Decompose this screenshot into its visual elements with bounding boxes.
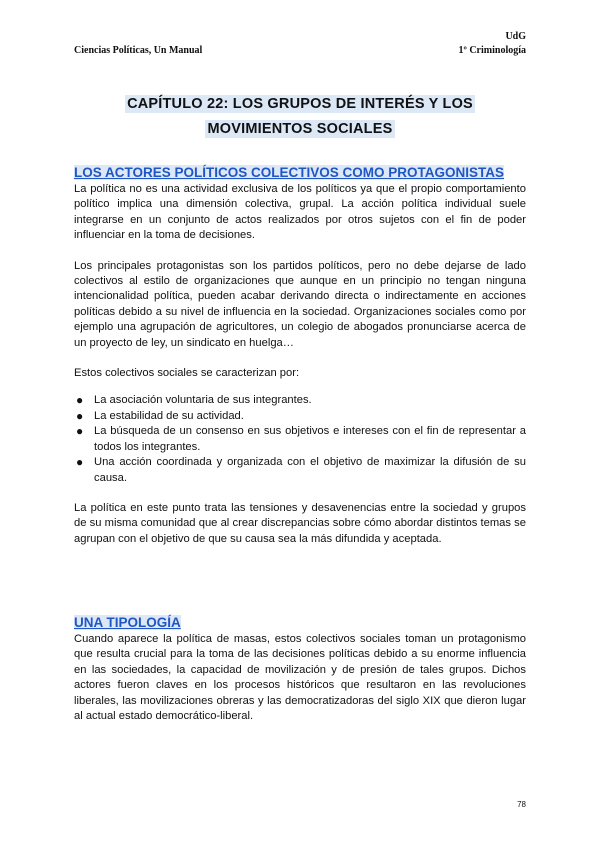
bullet-icon: ●	[76, 424, 84, 439]
section2-heading: UNA TIPOLOGÍA	[74, 615, 181, 630]
list-item: ● Una acción coordinada y organizada con el objetivo de maximizar la difusión de su causa.	[76, 455, 526, 484]
list-item: ● La estabilidad de su actividad.	[76, 408, 244, 423]
header-course-info	[459, 30, 526, 58]
header-book-title: Ciencias Políticas, Un Manual	[74, 45, 203, 56]
list-item: ● La búsqueda de un consenso en sus objetivos e intereses con el fin de representar a todos los integrantes.	[76, 424, 526, 453]
chapter-title-line2: MOVIMIENTOS SOCIALES	[207, 121, 393, 137]
list-item: ● La asociación voluntaria de sus integrantes.	[76, 393, 312, 408]
section-typology	[74, 614, 526, 724]
chapter-title	[74, 92, 526, 142]
chapter-title-line1: CAPÍTULO 22: LOS GRUPOS DE INTERÉS Y LOS	[127, 96, 473, 112]
header-university: UdG	[505, 31, 526, 42]
section-collective-actors	[74, 164, 526, 547]
bullet-icon: ●	[76, 455, 84, 470]
section1-heading: LOS ACTORES POLÍTICOS COLECTIVOS COMO PROTAGONISTAS	[74, 165, 505, 180]
characteristics-list	[74, 393, 526, 485]
section1-paragraph-1: La política no es una actividad exclusiva de los políticos ya que el propio comportamiento político implica una dimensión colectiva, grupal. La acción política individual suele integrarse en un conjunto de actos realizados por otros sujetos con el fin de poder influenciar en la toma de decisiones.	[74, 183, 526, 242]
section1-paragraph-4: La política en este punto trata las tensiones y desavenencias entre la sociedad y grupos de su misma comunidad que al crear discrepancias sobre cómo abordar distintos temas se agrupan con el objetivo de que su causa sea la más difundida y aceptada.	[74, 501, 526, 545]
section2-paragraph-1: Cuando aparece la política de masas, estos colectivos sociales toman un protagonismo que resulta crucial para la toma de las decisiones políticas debido a su enorme influencia en las sociedades, la capacidad de movilización y de presión de tales grupos. Dichos actores fueron claves en los procesos históricos que resultaron en las revoluciones liberales, las movilizaciones obreras y las democratizadoras del siglo XIX que dieron lugar al actual estado democrático-liberal.	[74, 633, 526, 723]
bullet-icon: ●	[76, 393, 84, 408]
header-degree: 1º Criminología	[458, 45, 526, 56]
section1-paragraph-2: Los principales protagonistas son los partidos políticos, pero no debe dejarse de lado colectivos al estilo de organizaciones que aunque en un principio no tengan ninguna intencionalidad política, pueden acabar derivando directa o indirectamente en acciones políticas debido a su nivel de influencia en la sociedad. Organizaciones sociales como por ejemplo una agrupación de agricultores, un colegio de abogados pronunciarse acerca de un proyecto de ley, un sindicato en huelga…	[74, 259, 526, 349]
section1-paragraph-3: Estos colectivos sociales se caracterizan por:	[74, 367, 300, 380]
page-number: 78	[517, 800, 526, 809]
bullet-icon: ●	[76, 408, 84, 423]
